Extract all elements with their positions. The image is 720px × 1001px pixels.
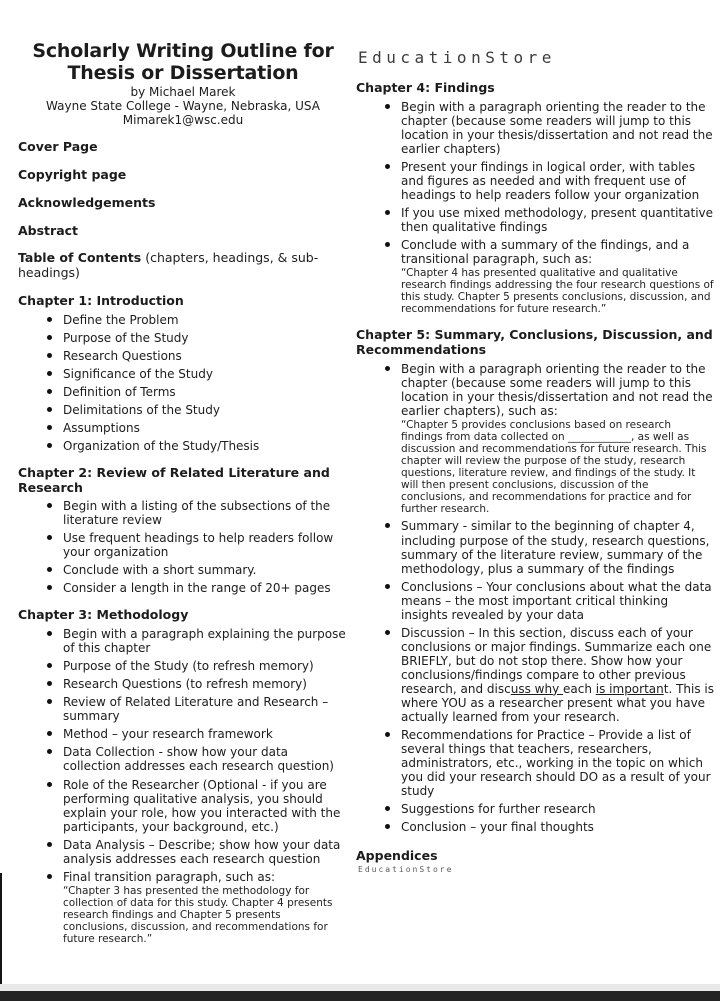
bullet-dot-icon (47, 663, 52, 668)
bullet-item: Assumptions (18, 421, 348, 435)
bullet-item (356, 626, 715, 724)
bullet-item: Consider a length in the range of 20+ pages (18, 581, 348, 595)
bullet-item: Conclude with a short summary. (18, 563, 348, 577)
bullet-item: Begin with a paragraph orienting the reader to the chapter (because some readers will jump to this location in your thesis/dissertation and not read the earlier chapters) (356, 100, 715, 156)
left-column (18, 40, 348, 949)
bullet-text: each (563, 681, 596, 696)
bullet-item: Data Collection - show how your data collection addresses each research question) (18, 745, 348, 773)
section (18, 140, 348, 155)
bullet-item: Significance of the Study (18, 367, 348, 381)
bullet-dot-icon (47, 782, 52, 787)
bullet-dot-icon (385, 164, 390, 169)
section-heading: Copyright page (18, 167, 127, 183)
section (356, 328, 715, 834)
bullet-dot-icon (385, 366, 390, 371)
bullet-dot-icon (385, 732, 390, 737)
bullet-dot-icon (385, 630, 390, 635)
bullet-item: Conclusions – Your conclusions about what the data means – the most important critical thinking insights revealed by your data (356, 580, 715, 622)
bullet-item: Suggestions for further research (356, 802, 715, 816)
bullet-item: Use frequent headings to help readers follow your organization (18, 531, 348, 559)
bullet-list (18, 313, 348, 453)
underlined-text: uss why (510, 681, 563, 696)
section-heading-suffix: (chapters, headings, & sub-headings) (18, 250, 319, 281)
bullet-dot-icon (385, 104, 390, 109)
section-heading: Cover Page (18, 139, 98, 155)
bullet-dot-icon (47, 335, 52, 340)
title-line-1: Scholarly Writing Outline for (32, 40, 334, 62)
bullet-dot-icon (47, 681, 52, 686)
bullet-item: Purpose of the Study (18, 331, 348, 345)
section-heading: Chapter 3: Methodology (18, 607, 189, 623)
bullet-dot-icon (47, 353, 52, 358)
right-sections-container (356, 81, 715, 834)
bullet-dot-icon (47, 585, 52, 590)
left-sections-container (18, 140, 348, 945)
bullet-item: Recommendations for Practice – Provide a list of several things that teachers, researchers, administrators, etc., working in the topic on which you did your research should DO as a result of your study (356, 728, 715, 798)
section (18, 196, 348, 211)
page-left-edge (0, 873, 2, 991)
section-heading: Chapter 4: Findings (356, 80, 495, 95)
watermark-text: EducationStore (358, 865, 454, 875)
section-heading: Acknowledgements (18, 194, 156, 210)
section (18, 466, 348, 596)
affiliation: Wayne State College - Wayne, Nebraska, USA (46, 98, 320, 113)
bullet-dot-icon (47, 443, 52, 448)
bullet-dot-icon (385, 210, 390, 215)
bullet-item: Begin with a listing of the subsections of the literature review (18, 499, 348, 527)
footer-black-bar (0, 991, 720, 1001)
bullet-dot-icon (47, 567, 52, 572)
bullet-dot-icon (47, 699, 52, 704)
footer-gray-band (0, 984, 720, 991)
section-heading: Chapter 2: Review of Related Literature and Research (18, 464, 330, 495)
bullet-item: Present your findings in logical order, with tables and figures as needed and with frequent use of headings to help readers follow your organization (356, 160, 715, 202)
bullet-dot-icon (385, 806, 390, 811)
bullet-text: t. This is where YOU as a researcher present what you have actually learned from your research. (401, 681, 715, 724)
section-heading: Chapter 5: Summary, Conclusions, Discussion, and Recommendations (356, 327, 713, 358)
bullet-list (18, 499, 348, 595)
bullet-item: Method – your research framework (18, 727, 348, 741)
bullet-dot-icon (385, 584, 390, 589)
byline: by Michael Marek (130, 84, 236, 99)
bullet-dot-icon (47, 842, 52, 847)
bullet-text: Discussion – In this section, discuss each of your conclusions or major findings. Summarize each one BRIEFLY, but do not stop there. Show how your conclusions/findings compare to other previous research, and disc (401, 625, 712, 696)
bullet-item: Definition of Terms (18, 385, 348, 399)
underlined-text: is importan (595, 681, 664, 696)
bullet-item: Conclude with a summary of the findings, and a transitional paragraph, such as: “Chapter 4 has presented qualitative and qualitative research findings addressing the four research questions of this study. Chapter 5 presents conclusions, discussion, and recommendations for future research.” (356, 238, 715, 315)
bullet-item: Data Analysis – Describe; show how your data analysis addresses each research question (18, 838, 348, 866)
bullet-dot-icon (47, 535, 52, 540)
bullet-item: Conclusion – your final thoughts (356, 820, 715, 834)
right-column (356, 46, 715, 874)
document-title (18, 40, 348, 85)
title-line-2: Thesis or Dissertation (67, 62, 299, 85)
email-address: Mimarek1@wsc.edu (122, 113, 244, 128)
example-quote: “Chapter 3 has presented the methodology for collection of data for this study. Chapter 4 presents research findings and Chapter 5 presents conclusions, discussion, and recommendations for future research.” (63, 884, 333, 945)
bullet-list (356, 362, 715, 834)
brand-logo: EducationStore (358, 48, 556, 67)
bullet-dot-icon (47, 425, 52, 430)
bullet-item: Summary - similar to the beginning of chapter 4, including purpose of the study, research questions, summary of the literature review, summary of the methodology, plus a summary of the findings (356, 519, 715, 575)
document-header (18, 40, 348, 127)
bullet-list (356, 100, 715, 316)
bullet-item: Research Questions (18, 349, 348, 363)
bullet-item: Organization of the Study/Thesis (18, 439, 348, 453)
bullet-item: Begin with a paragraph orienting the reader to the chapter (because some readers will jump to this location in your thesis/dissertation and not read the earlier chapters), such as: “Chapter 5 provides conclusions based on research findings from data collected on ____________, as well as discussion and recommendations for future research. This chapter will review the purpose of the study, research questions, literature review, and findings of the study. It will then present conclusions, discussion of the conclusions, and recommendations for practice and for further research. (356, 362, 715, 516)
bullet-list (18, 627, 348, 945)
section (356, 81, 715, 315)
bullet-item: Role of the Researcher (Optional - if you are performing qualitative analysis, you should explain your role, how you interacted with the participants, your background, etc.) (18, 778, 348, 834)
section (18, 168, 348, 183)
bullet-item: Review of Related Literature and Research – summary (18, 695, 348, 723)
bullet-dot-icon (47, 389, 52, 394)
example-quote: “Chapter 4 has presented qualitative and qualitative research findings addressing the four research questions of this study. Chapter 5 presents conclusions, discussion, and recommendations for future research.” (401, 267, 714, 316)
bullet-item: Final transition paragraph, such as: “Chapter 3 has presented the methodology for collection of data for this study. Chapter 4 presents research findings and Chapter 5 presents conclusions, discussion, and recommendations for future research.” (18, 870, 348, 945)
bullet-item: Research Questions (to refresh memory) (18, 677, 348, 691)
section-heading: Chapter 1: Introduction (18, 292, 184, 308)
bullet-item: Begin with a paragraph explaining the purpose of this chapter (18, 627, 348, 655)
bullet-dot-icon (47, 731, 52, 736)
bullet-dot-icon (385, 242, 390, 247)
bullet-item: Delimitations of the Study (18, 403, 348, 417)
section-heading: Table of Contents (chapters, headings, & sub-headings) (18, 250, 319, 281)
appendices-heading: Appendices (356, 848, 438, 864)
example-quote: “Chapter 5 provides conclusions based on research findings from data collected on ____________, as well as discussion and recommendations for future research. This chapter will review the purpose of the study, research questions, literature review, and findings of the study. It will then present conclusions, discussion of the conclusions, and recommendations for practice and for further research. (401, 418, 707, 516)
bullet-dot-icon (47, 407, 52, 412)
bullet-dot-icon (47, 371, 52, 376)
bullet-dot-icon (385, 523, 390, 528)
section (18, 294, 348, 453)
section (18, 608, 348, 945)
bullet-dot-icon (47, 317, 52, 322)
bullet-item: If you use mixed methodology, present quantitative then qualitative findings (356, 206, 715, 234)
bullet-dot-icon (47, 749, 52, 754)
bullet-dot-icon (385, 824, 390, 829)
section-heading: Abstract (18, 222, 79, 238)
section (18, 224, 348, 239)
bullet-item: Purpose of the Study (to refresh memory) (18, 659, 348, 673)
bullet-item: Define the Problem (18, 313, 348, 327)
bullet-dot-icon (47, 874, 52, 879)
bullet-dot-icon (47, 631, 52, 636)
section (18, 251, 348, 281)
bullet-dot-icon (47, 503, 52, 508)
